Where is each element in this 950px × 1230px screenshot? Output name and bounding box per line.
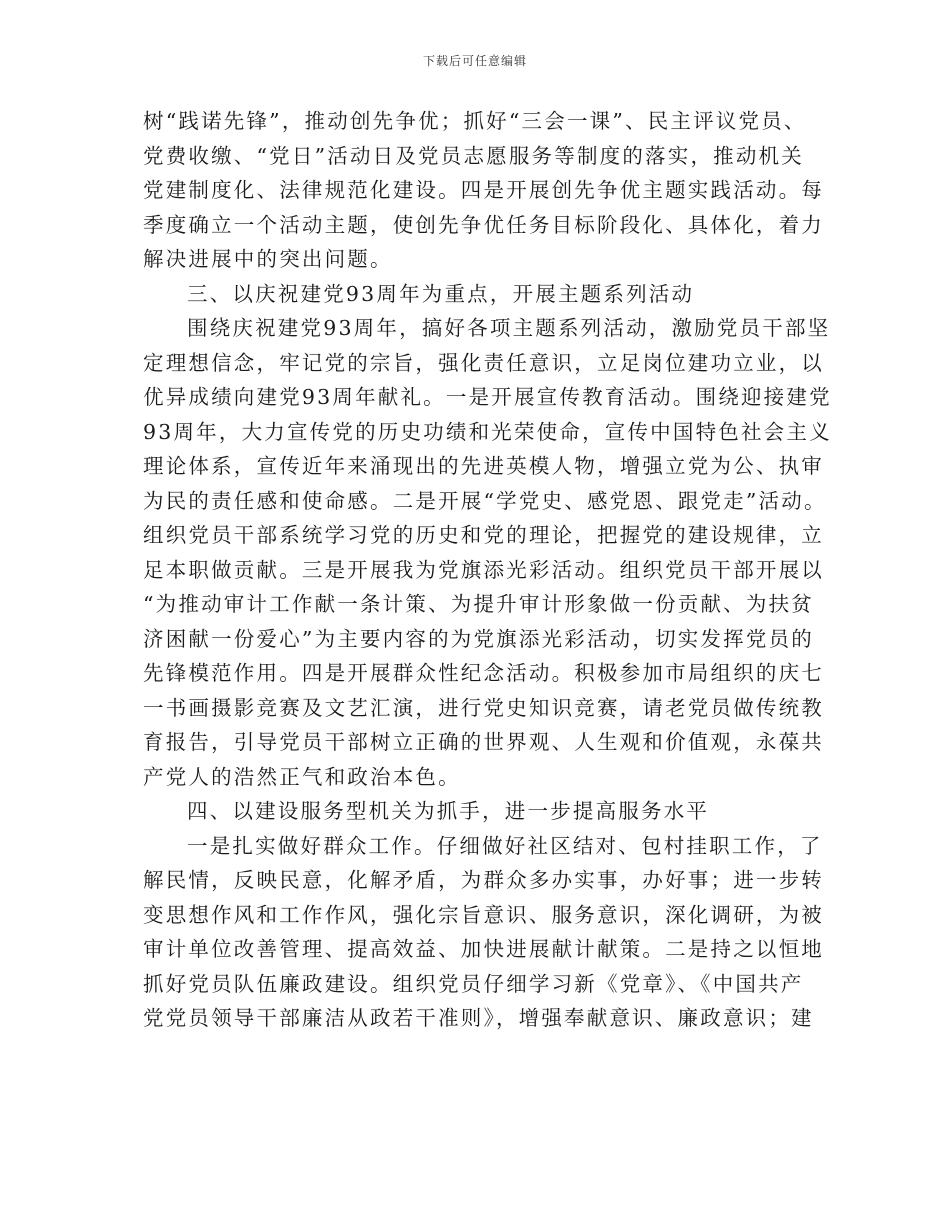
- section-heading-4: 四、以建设服务型机关为抓手，进一步提高服务水平: [187, 799, 710, 823]
- section-heading-3: 三、以庆祝建党93周年为重点，开展主题系列活动: [187, 281, 695, 306]
- text-line: 一是扎实做好群众工作。仔细做好社区结对、包村挂职工作，了: [187, 833, 823, 858]
- text-line: 理论体系，宣传近年来涌现出的先进英模人物，增强立党为公、执审: [143, 454, 824, 478]
- text-line: 93周年，大力宣传党的历史功绩和光荣使命，宣传中国特色社会主义: [143, 419, 832, 444]
- text-line: 树“践诺先锋”，推动创先争优；抓好“三会一课”、民主评议党员、: [143, 109, 807, 133]
- text-line: 围绕庆祝建党93周年，搞好各项主题系列活动，激励党员干部坚: [187, 316, 831, 340]
- text-line: 党费收缴、“党日”活动日及党员志愿服务等制度的落实，推动机关: [143, 143, 804, 168]
- page-header: 下载后可任意编辑: [422, 54, 527, 68]
- text-line: 一书画摄影竞赛及文艺汇演，进行党史知识竞赛，请老党员做传统教: [143, 695, 824, 720]
- text-line: 党建制度化、法律规范化建设。四是开展创先争优主题实践活动。每: [143, 178, 824, 202]
- text-line: 季度确立一个活动主题，使创先争优任务目标阶段化、具体化，着力: [143, 212, 824, 237]
- text-line: 为民的责任感和使命感。二是开展“学党史、感党恩、跟党走”活动。: [143, 488, 827, 513]
- text-line: 优异成绩向建党93周年献礼。一是开展宣传教育活动。围绕迎接建党: [143, 385, 832, 409]
- text-line: 审计单位改善管理、提高效益、加快进展献计献策。二是持之以恒地: [143, 937, 824, 961]
- text-line: 党党员领导干部廉洁从政若干准则》，增强奉献意识、廉政意识；建: [143, 1006, 814, 1030]
- text-line: “为推动审计工作献一条计策、为提升审计形象做一份贡献、为扶贫: [143, 592, 814, 616]
- text-line: 解民情，反映民意，化解矛盾，为群众多办实事，办好事；进一步转: [143, 868, 824, 892]
- document-body: [143, 104, 832, 1036]
- text-line: 解决进展中的突出问题。: [143, 247, 393, 271]
- text-line: 组织党员干部系统学习党的历史和党的理论，把握党的建设规律，立: [143, 523, 824, 547]
- text-line: 济困献一份爱心”为主要内容的为党旗添光彩活动，切实发挥党员的: [143, 626, 814, 651]
- text-line: 抓好党员队伍廉政建设。组织党员仔细学习新《党章》、《中国共产: [143, 971, 804, 996]
- text-line: 产党人的浩然正气和政治本色。: [143, 764, 461, 789]
- text-line: 定理想信念，牢记党的宗旨，强化责任意识，立足岗位建功立业，以: [143, 350, 824, 375]
- text-line: 育报告，引导党员干部树立正确的世界观、人生观和价值观，永葆共: [143, 730, 824, 754]
- text-line: 先锋模范作用。四是开展群众性纪念活动。积极参加市局组织的庆七: [143, 661, 824, 685]
- text-line: 足本职做贡献。三是开展我为党旗添光彩活动。组织党员干部开展以: [143, 557, 824, 582]
- text-line: 变思想作风和工作作风，强化宗旨意识、服务意识，深化调研，为被: [143, 902, 824, 927]
